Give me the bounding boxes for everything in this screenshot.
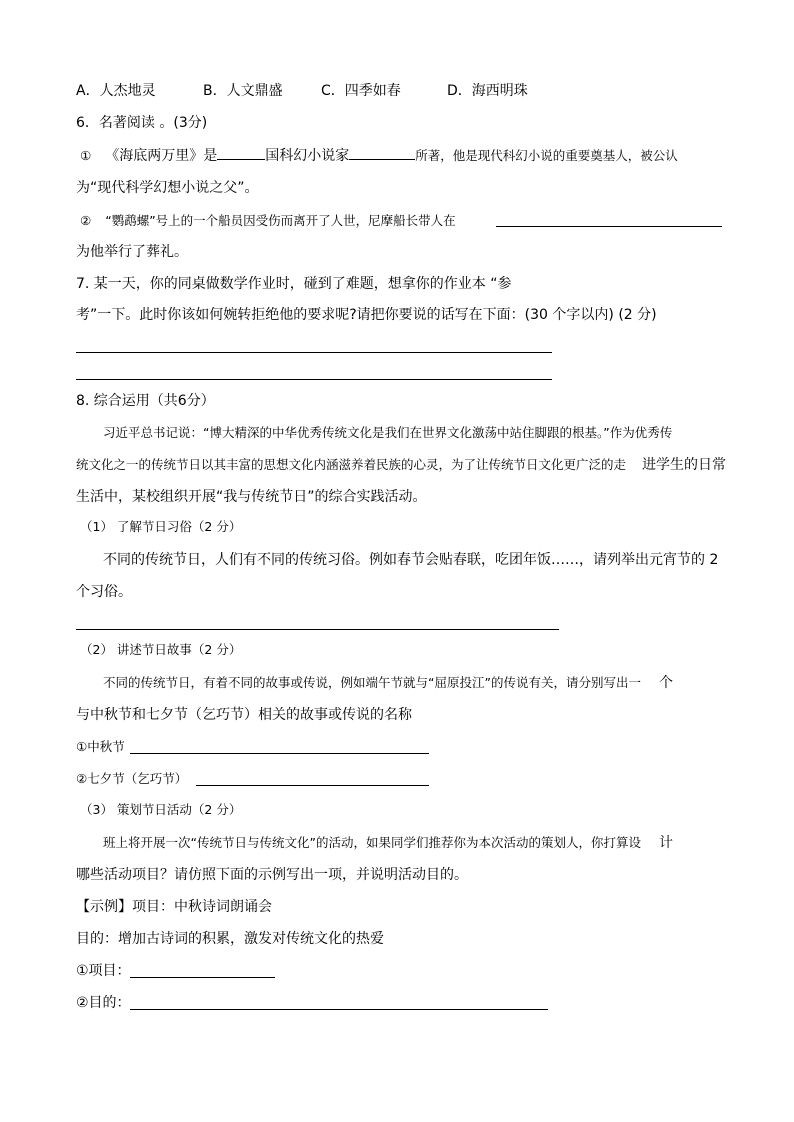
example-purpose: 目的：增加古诗词的积累，激发对传统文化的热爱 bbox=[76, 931, 384, 947]
label-purpose: ②目的： bbox=[76, 995, 131, 1011]
q8-intro-line2 bbox=[76, 455, 726, 475]
blank-qixi[interactable] bbox=[196, 785, 429, 786]
q8-part3-title: （3） 策划节日活动（2 分） bbox=[80, 802, 242, 817]
q6-item1-text3: 所著，他是现代科幻小说的重要奠基人，被公认 bbox=[415, 148, 678, 163]
q8-intro-line1: 习近平总书记说：“博大精深的中华优秀传统文化是我们在世界文化激荡中站住脚跟的根基。”作为优秀传 bbox=[103, 425, 673, 440]
q6-item2 bbox=[80, 211, 456, 231]
label-mid-autumn: ①中秋节 bbox=[76, 739, 125, 754]
label-item: ①项目： bbox=[76, 963, 131, 979]
option-b: B．人文鼎盛 bbox=[203, 83, 283, 99]
q8-part3-text2: 哪些活动项目？请仿照下面的示例写出一项，并说明活动目的。 bbox=[76, 867, 468, 883]
q8-part1-title: （1） 了解节日习俗（2 分） bbox=[80, 519, 242, 534]
label-qixi: ②七夕节（乞巧节） bbox=[76, 771, 188, 786]
option-a: A．人杰地灵 bbox=[76, 83, 156, 99]
blank-mid-autumn[interactable] bbox=[130, 753, 429, 754]
q8-part1-text2: 个习俗。 bbox=[76, 584, 132, 600]
blank-purpose[interactable] bbox=[130, 1009, 548, 1010]
q6-item1-text2: 国科幻小说家 bbox=[265, 148, 350, 164]
q6-item1 bbox=[80, 145, 678, 166]
q8-intro-line2a: 统文化之一的传统节日以其丰富的思想文化内涵滋养着民族的心灵，为了让传统节日文化更广泛的走 bbox=[76, 457, 627, 472]
q7-line2: 考”一下。此时你该如何婉转拒绝他的要求呢?请把你要说的话写在下面：(30 个字以内) (2 分) bbox=[76, 307, 657, 323]
q6-item2-text1: “鹦鹉螺”号上的一个船员因受伤而离开了人世，尼摩船长带人在 bbox=[105, 213, 456, 228]
q8-part2-text2: 与中秋节和七夕节（乞巧节）相关的故事或传说的名称 bbox=[76, 707, 412, 723]
answer-line[interactable] bbox=[76, 629, 559, 630]
blank-country[interactable] bbox=[217, 145, 265, 160]
q8-part3-text1b: 计 bbox=[658, 835, 673, 851]
q6-item2-bullet: ② bbox=[80, 213, 92, 228]
answer-line[interactable] bbox=[76, 379, 552, 380]
answer-line[interactable] bbox=[76, 352, 552, 353]
q8-title: 8. 综合运用（共6分） bbox=[76, 393, 215, 409]
q8-part2-title: （2） 讲述节日故事（2 分） bbox=[80, 642, 242, 657]
q8-intro-line3: 生活中，某校组织开展“我与传统节日”的综合实践活动。 bbox=[76, 489, 427, 505]
q7-line1: 7. 某一天，你的同桌做数学作业时，碰到了难题，想拿你的作业本 “参 bbox=[76, 276, 512, 292]
q8-part2-text1b: 个 bbox=[658, 675, 673, 691]
q6-item1-line2: 为“现代科学幻想小说之父”。 bbox=[76, 180, 259, 196]
q8-part1-text1: 不同的传统节日，人们有不同的传统习俗。例如春节会贴春联，吃团年饭……，请列举出元宵节的 2 bbox=[103, 552, 719, 568]
option-c: C．四季如春 bbox=[321, 83, 401, 99]
q8-part2-text1 bbox=[103, 673, 673, 693]
example-item: 【示例】项目：中秋诗词朗诵会 bbox=[76, 899, 272, 915]
q8-part3-text1a: 班上将开展一次“传统节日与传统文化”的活动，如果同学们推荐你为本次活动的策划人，你打算设 bbox=[103, 835, 641, 850]
q8-part2-text1a: 不同的传统节日，有着不同的故事或传说，例如端午节就与“屈原投江”的传说有关，请分别写出一 bbox=[103, 675, 641, 690]
blank-funeral-place[interactable] bbox=[496, 226, 722, 227]
blank-item[interactable] bbox=[130, 977, 275, 978]
q6-title: 6．名著阅读 。(3分) bbox=[76, 115, 208, 131]
option-d: D．海西明珠 bbox=[447, 83, 528, 99]
q6-item1-text1: 《海底两万里》是 bbox=[105, 148, 218, 164]
q8-part3-text1 bbox=[103, 833, 673, 853]
q6-item1-bullet: ① bbox=[80, 148, 92, 163]
blank-author[interactable] bbox=[349, 145, 415, 160]
q8-intro-line2b: 进学生的日常 bbox=[642, 457, 727, 473]
q6-item2-line2: 为他举行了葬礼。 bbox=[76, 244, 188, 260]
